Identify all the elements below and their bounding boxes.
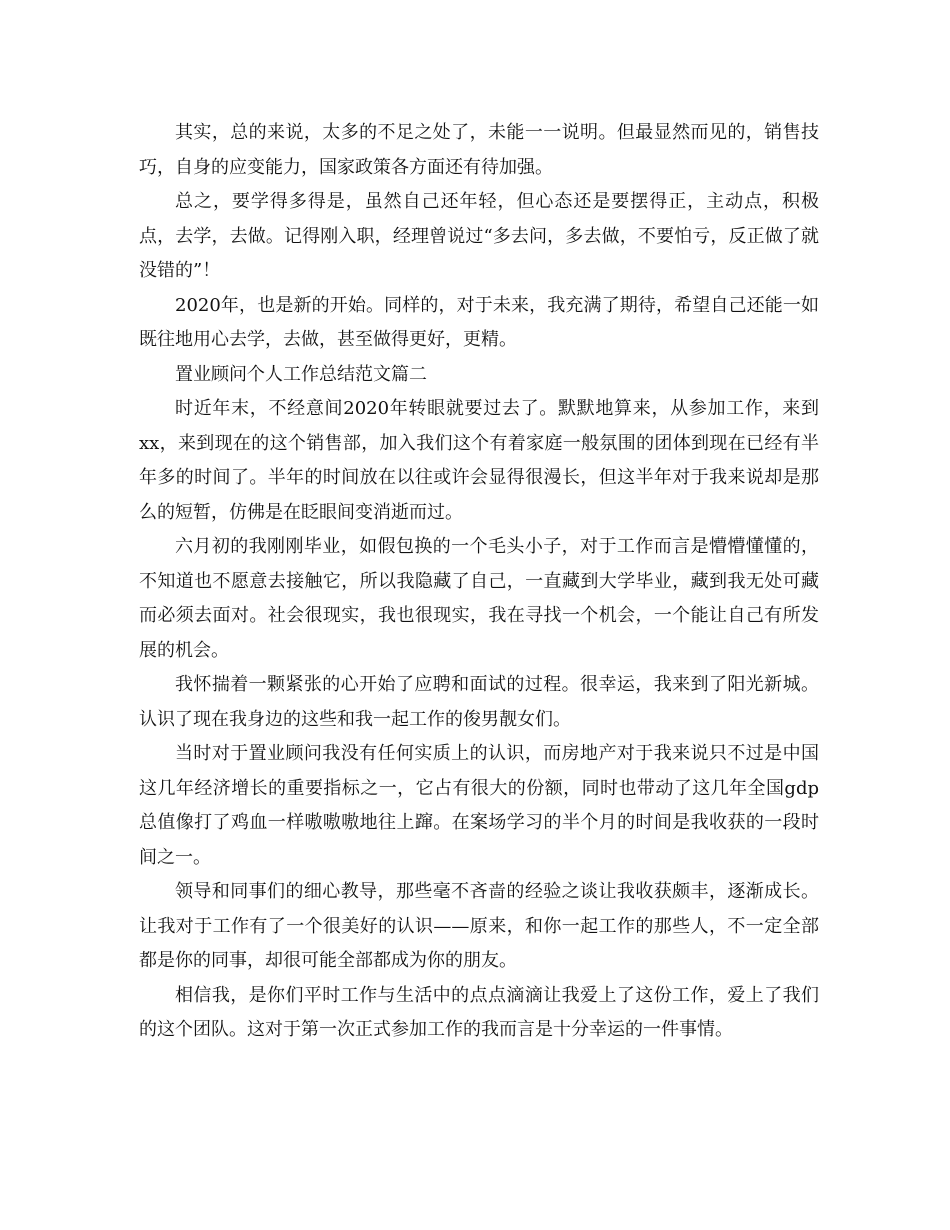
document-body <box>139 116 819 1048</box>
paragraph: 时近年末，不经意间2020年转眼就要过去了。默默地算来，从参加工作，来到xx，来到现在的这个销售部，加入我们这个有着家庭一般氛围的团体到现在已经有半年多的时间了。半年的时间放在以往或许会显得很漫长，但这半年对于我来说却是那么的短暂，仿佛是在眨眼间变消逝而过。 <box>139 398 819 523</box>
paragraph: 领导和同事们的细心教导，那些毫不吝啬的经验之谈让我收获颇丰，逐渐成长。让我对于工作有了一个很美好的认识——原来，和你一起工作的那些人，不一定全部都是你的同事，却很可能全部都成为你的朋友。 <box>139 881 819 971</box>
paragraph: 相信我，是你们平时工作与生活中的点点滴滴让我爱上了这份工作，爱上了我们的这个团队。这对于第一次正式参加工作的我而言是十分幸运的一件事情。 <box>139 984 819 1040</box>
paragraph: 其实，总的来说，太多的不足之处了，未能一一说明。但最显然而见的，销售技巧，自身的应变能力，国家政策各方面还有待加强。 <box>139 122 819 178</box>
paragraph: 2020年，也是新的开始。同样的，对于未来，我充满了期待，希望自己还能一如既往地用心去学，去做，甚至做得更好，更精。 <box>139 294 819 350</box>
paragraph: 六月初的我刚刚毕业，如假包换的一个毛头小子，对于工作而言是懵懵懂懂的，不知道也不愿意去接触它，所以我隐藏了自己，一直藏到大学毕业，藏到我无处可藏而必须去面对。社会很现实，我也很现实，我在寻找一个机会，一个能让自己有所发展的机会。 <box>139 536 819 661</box>
paragraph: 当时对于置业顾问我没有任何实质上的认识，而房地产对于我来说只不过是中国这几年经济增长的重要指标之一，它占有很大的份额，同时也带动了这几年全国gdp总值像打了鸡血一样嗷嗷嗷地往上蹿。在案场学习的半个月的时间是我收获的一段时间之一。 <box>139 743 819 868</box>
section-heading: 置业顾问个人工作总结范文篇二 <box>175 363 427 385</box>
paragraph: 我怀揣着一颗紧张的心开始了应聘和面试的过程。很幸运，我来到了阳光新城。认识了现在我身边的这些和我一起工作的俊男靓女们。 <box>139 674 819 730</box>
paragraph: 总之，要学得多得是，虽然自己还年轻，但心态还是要摆得正，主动点，积极点，去学，去做。记得刚入职，经理曾说过“多去问，多去做，不要怕亏，反正做了就没错的”！ <box>139 191 819 281</box>
